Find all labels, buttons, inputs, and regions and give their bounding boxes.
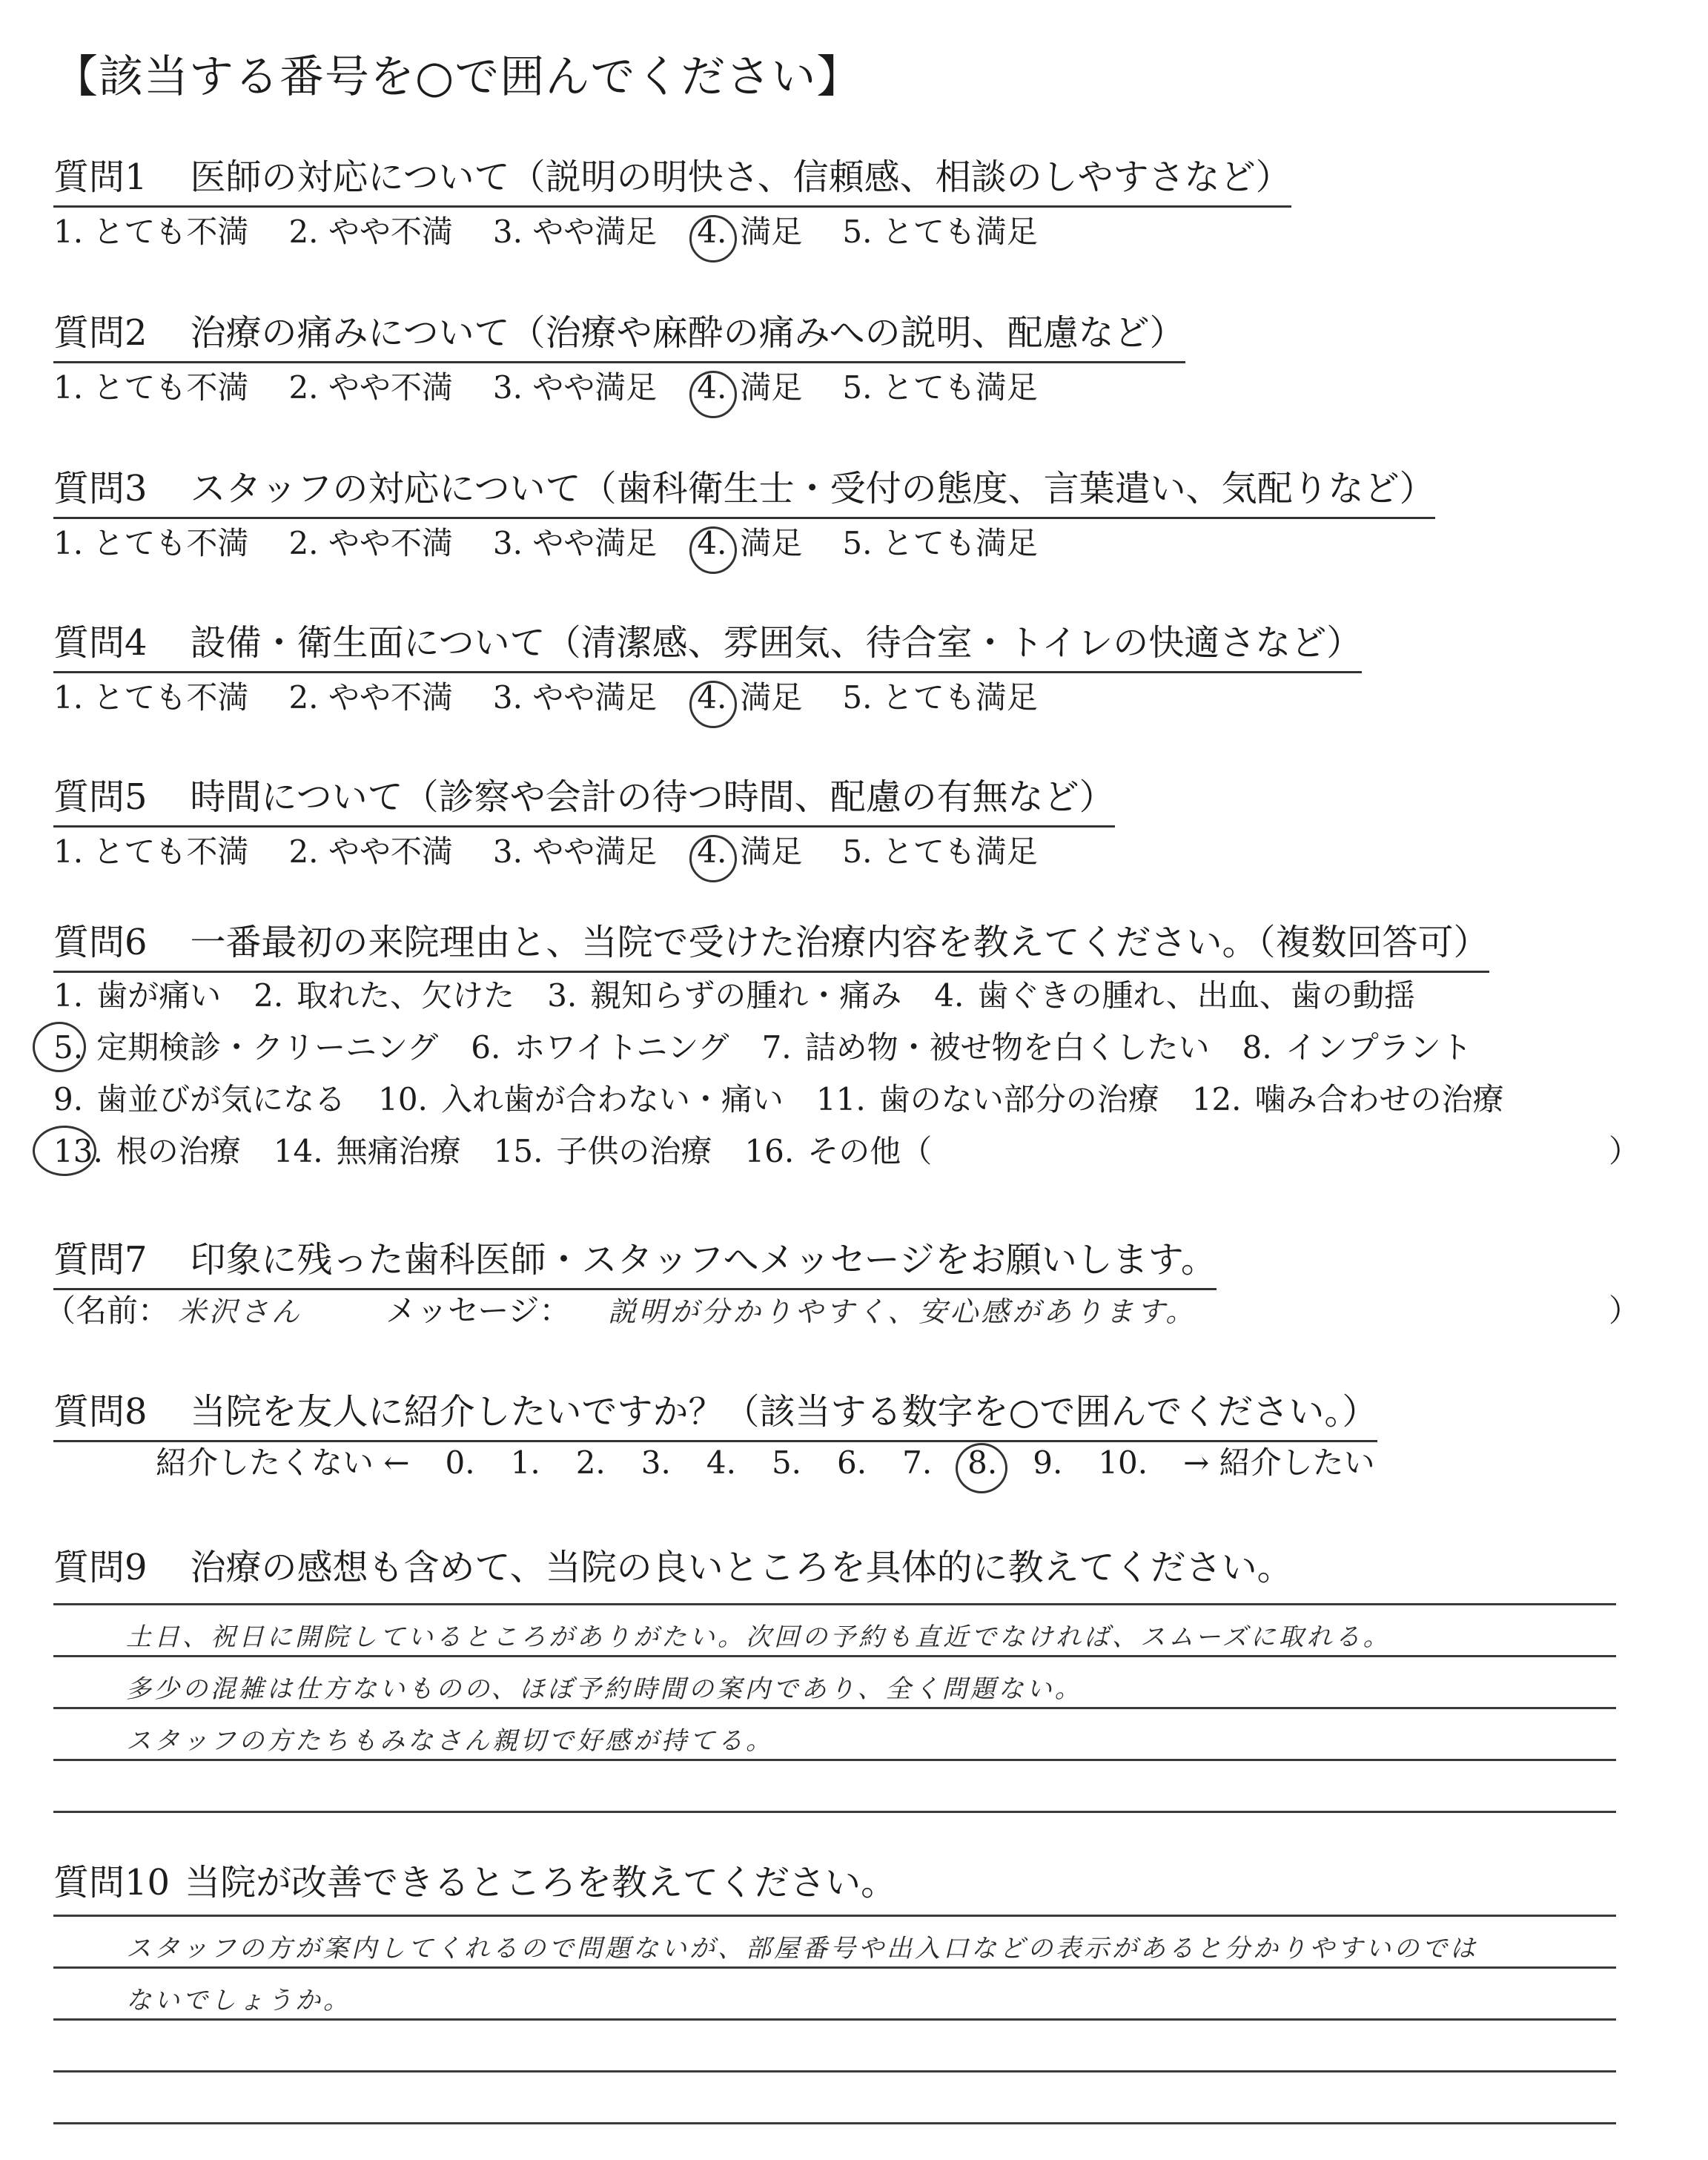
q8-scale-option[interactable]: 1. — [510, 1444, 540, 1481]
q9-answer-line: スタッフの方たちもみなさん親切で好感が持てる。 — [126, 1726, 774, 1756]
rating-option[interactable]: 3. やや満足 — [492, 833, 658, 870]
rating-option[interactable]: 2. やや不満 — [288, 214, 453, 250]
q9-answer-line: 多少の混雑は仕方ないものの、ほぼ予約時間の案内であり、全く問題ない。 — [126, 1674, 1083, 1704]
q6-option-number: 1. — [53, 977, 84, 1014]
q7-close-paren: ） — [1609, 1292, 1641, 1329]
q6-option[interactable] — [494, 1127, 712, 1172]
q6-option[interactable] — [547, 971, 901, 1016]
q6-option[interactable] — [274, 1127, 461, 1172]
q6-option-number: 3. — [547, 977, 577, 1014]
q6-option[interactable] — [378, 1075, 784, 1120]
q6-option[interactable] — [762, 1023, 1210, 1068]
rating-option[interactable]: 2. やや不満 — [288, 525, 453, 561]
rating-option[interactable]: 3. やや満足 — [492, 679, 658, 716]
q9-answer-rule — [53, 1811, 1616, 1813]
q6-option-row — [53, 1127, 964, 1172]
rating-option[interactable]: 4. — [697, 525, 727, 561]
q7-number: 質問7 — [53, 1239, 148, 1281]
q6-option-number: 8. — [1242, 1029, 1272, 1066]
q10-text: 当院が改善できるところを教えてください。 — [185, 1862, 897, 1903]
rating-option[interactable]: 1. とても不満 — [53, 525, 249, 561]
q10-title — [53, 1854, 896, 1911]
q6-option-number: 14. — [273, 1133, 323, 1169]
q10-answer-rule — [53, 2070, 1616, 2073]
q8-right-label: → 紹介したい — [1183, 1444, 1375, 1481]
q7-name-label: （名前： — [44, 1292, 170, 1329]
q8-scale-option[interactable]: 9. — [1033, 1444, 1063, 1481]
q6-option-label: 無痛治療 — [336, 1133, 461, 1169]
q10-answer-line: スタッフの方が案内してくれるので問題ないが、部屋番号や出入口などの表示があると分かりやすいのでは — [126, 1934, 1478, 1964]
q1-number: 質問1 — [53, 156, 148, 198]
q2-text: 治療の痛みについて（治療や麻酔の痛みへの説明、配慮など） — [190, 312, 1185, 354]
q5-title — [53, 768, 1115, 828]
q8-title — [53, 1383, 1377, 1442]
q6-option-label: 歯ぐきの腫れ、出血、歯の動揺 — [977, 977, 1415, 1014]
instruction-heading: 【該当する番号を○で囲んでください】 — [53, 51, 862, 103]
rating-option-label: 満足 — [740, 679, 803, 716]
q6-option-label: 歯のない部分の治療 — [878, 1081, 1159, 1117]
rating-option[interactable]: 4. — [697, 214, 727, 250]
q5-number: 質問5 — [53, 776, 148, 818]
q1-title — [53, 148, 1291, 208]
q8-scale-option[interactable]: 4. — [706, 1444, 736, 1481]
q8-text: 当院を友人に紹介したいですか？（該当する数字を○で囲んでください。） — [190, 1391, 1378, 1433]
rating-option[interactable]: 1. とても不満 — [53, 369, 249, 406]
q10-answer-rule — [53, 2018, 1616, 2021]
q6-option[interactable] — [53, 971, 221, 1016]
q3-options — [53, 519, 1078, 564]
q6-option-number: 13. — [53, 1133, 103, 1169]
q9-answer-rule — [53, 1603, 1616, 1605]
q6-option-row — [53, 971, 1448, 1016]
q6-option-number: 9. — [53, 1081, 84, 1117]
q6-option-number: 11. — [815, 1081, 866, 1117]
q4-text: 設備・衛生面について（清潔感、雰囲気、待合室・トイレの快適さなど） — [190, 622, 1363, 664]
rating-option[interactable]: 3. やや満足 — [492, 525, 658, 561]
q6-option[interactable] — [53, 1023, 438, 1068]
rating-option-label: 満足 — [740, 833, 803, 870]
q9-answer-line: 土日、祝日に開院しているところがありがたい。次回の予約も直近でなければ、スムーズに取れる。 — [126, 1622, 1391, 1652]
q6-option-label: 入れ歯が合わない・痛い — [440, 1081, 784, 1117]
q6-option[interactable] — [934, 971, 1415, 1016]
q6-option-label: 詰め物・被せ物を白くしたい — [804, 1029, 1210, 1066]
q8-scale-option[interactable]: 7. — [902, 1444, 933, 1481]
q6-option-number: 5. — [53, 1029, 84, 1066]
rating-option[interactable]: 1. とても不満 — [53, 679, 249, 716]
rating-option[interactable]: 2. やや不満 — [288, 679, 453, 716]
rating-option[interactable]: 1. とても不満 — [53, 214, 249, 250]
rating-option-label: 満足 — [740, 214, 803, 250]
q10-answer-line: ないでしょうか。 — [126, 1986, 351, 2015]
q6-option[interactable] — [1242, 1023, 1472, 1068]
rating-option[interactable]: 5. とても満足 — [842, 679, 1038, 716]
q6-text: 一番最初の来院理由と、当院で受けた治療内容を教えてください。（複数回答可） — [190, 922, 1489, 963]
q6-close-paren: ） — [1609, 1133, 1641, 1169]
q4-number: 質問4 — [53, 622, 148, 664]
q6-option[interactable] — [53, 1127, 241, 1172]
q4-options — [53, 673, 1078, 718]
q6-option[interactable] — [1192, 1075, 1504, 1120]
q6-option[interactable] — [254, 971, 514, 1016]
q8-number: 質問8 — [53, 1391, 148, 1433]
q6-option-label: 子供の治療 — [556, 1133, 712, 1169]
q6-option-label: その他（ — [807, 1133, 933, 1169]
q6-option[interactable] — [744, 1127, 932, 1172]
q6-option-number: 4. — [934, 977, 964, 1014]
q9-number: 質問9 — [53, 1547, 148, 1588]
q9-answer-rule — [53, 1759, 1616, 1761]
q8-scale-option[interactable]: 8. — [967, 1444, 998, 1481]
q8-scale-option[interactable]: 6. — [837, 1444, 867, 1481]
q8-scale-option[interactable]: 5. — [771, 1444, 802, 1481]
rating-option[interactable]: 5. とても満足 — [842, 833, 1038, 870]
q10-number: 質問10 — [53, 1862, 171, 1903]
rating-option[interactable]: 3. やや満足 — [492, 214, 658, 250]
q6-option-label: 噛み合わせの治療 — [1254, 1081, 1504, 1117]
q2-title — [53, 304, 1185, 363]
q6-option[interactable] — [471, 1023, 729, 1068]
q6-number: 質問6 — [53, 922, 148, 963]
rating-option[interactable]: 2. やや不満 — [288, 369, 453, 406]
q6-option-label: 根の治療 — [116, 1133, 241, 1169]
q6-option-number: 16. — [744, 1133, 795, 1169]
q6-option-number: 12. — [1191, 1081, 1242, 1117]
q10-answer-rule — [53, 1915, 1616, 1917]
q4-title — [53, 614, 1362, 673]
q10-answer-rule — [53, 1966, 1616, 1969]
rating-option[interactable]: 4. — [697, 369, 727, 406]
rating-option-label: 満足 — [740, 525, 803, 561]
q8-left-label: 紹介したくない ← — [156, 1444, 410, 1481]
q6-option-label: 取れた、欠けた — [297, 977, 515, 1014]
q6-option-number: 2. — [254, 977, 284, 1014]
q6-option[interactable] — [53, 1075, 345, 1120]
q9-answer-rule — [53, 1655, 1616, 1657]
q2-options — [53, 363, 1078, 408]
q8-scale-option[interactable]: 10. — [1098, 1444, 1148, 1481]
q8-scale-option[interactable]: 3. — [640, 1444, 671, 1481]
q6-option-row — [53, 1075, 1537, 1120]
q6-option-row — [53, 1023, 1505, 1068]
q9-text: 治療の感想も含めて、当院の良いところを具体的に教えてください。 — [190, 1547, 1293, 1588]
q9-title — [53, 1539, 1293, 1596]
q8-scale-option[interactable]: 0. — [445, 1444, 475, 1481]
q7-title — [53, 1231, 1217, 1290]
q9-answer-rule — [53, 1707, 1616, 1709]
q2-number: 質問2 — [53, 312, 148, 354]
q6-option[interactable] — [816, 1075, 1159, 1120]
q6-option-number: 7. — [761, 1029, 792, 1066]
q6-option-number: 15. — [493, 1133, 543, 1169]
q6-option-label: 親知らずの腫れ・痛み — [590, 977, 902, 1014]
q6-option-label: 定期検診・クリーニング — [96, 1029, 439, 1066]
q10-answer-rule — [53, 2122, 1616, 2124]
q6-option-number: 10. — [378, 1081, 428, 1117]
q6-option-label: インプラント — [1285, 1029, 1472, 1066]
q8-scale-row — [156, 1439, 1411, 1483]
rating-option[interactable]: 2. やや不満 — [288, 833, 453, 870]
q6-option-label: 歯並びが気になる — [96, 1081, 346, 1117]
q6-option-label: 歯が痛い — [96, 977, 222, 1014]
q6-option-number: 6. — [471, 1029, 501, 1066]
q6-title — [53, 914, 1489, 973]
q7-message-label: メッセージ： — [385, 1292, 571, 1329]
q6-option-label: ホワイトニング — [514, 1029, 729, 1066]
rating-option[interactable]: 5. とても満足 — [842, 369, 1038, 406]
q7-name-value: 米沢さん — [178, 1295, 303, 1328]
rating-option[interactable]: 5. とても満足 — [842, 525, 1038, 561]
q5-text: 時間について（診察や会計の待つ時間、配慮の有無など） — [190, 776, 1115, 818]
q7-message-value: 説明が分かりやすく、安心感があります。 — [608, 1295, 1197, 1328]
rating-option[interactable]: 3. やや満足 — [492, 369, 658, 406]
rating-option[interactable]: 1. とても不満 — [53, 833, 249, 870]
q3-number: 質問3 — [53, 468, 148, 509]
rating-option[interactable]: 5. とても満足 — [842, 214, 1038, 250]
q7-text: 印象に残った歯科医師・スタッフへメッセージをお願いします。 — [190, 1239, 1217, 1281]
rating-option[interactable]: 4. — [697, 679, 727, 716]
q3-text: スタッフの対応について（歯科衛生士・受付の態度、言葉遣い、気配りなど） — [190, 468, 1435, 509]
q1-options — [53, 208, 1078, 252]
q8-scale-option[interactable]: 2. — [575, 1444, 606, 1481]
q1-text: 医師の対応について（説明の明快さ、信頼感、相談のしやすさなど） — [190, 156, 1291, 198]
rating-option[interactable]: 4. — [697, 833, 727, 870]
rating-option-label: 満足 — [740, 369, 803, 406]
q5-options — [53, 828, 1078, 872]
q3-title — [53, 460, 1435, 519]
